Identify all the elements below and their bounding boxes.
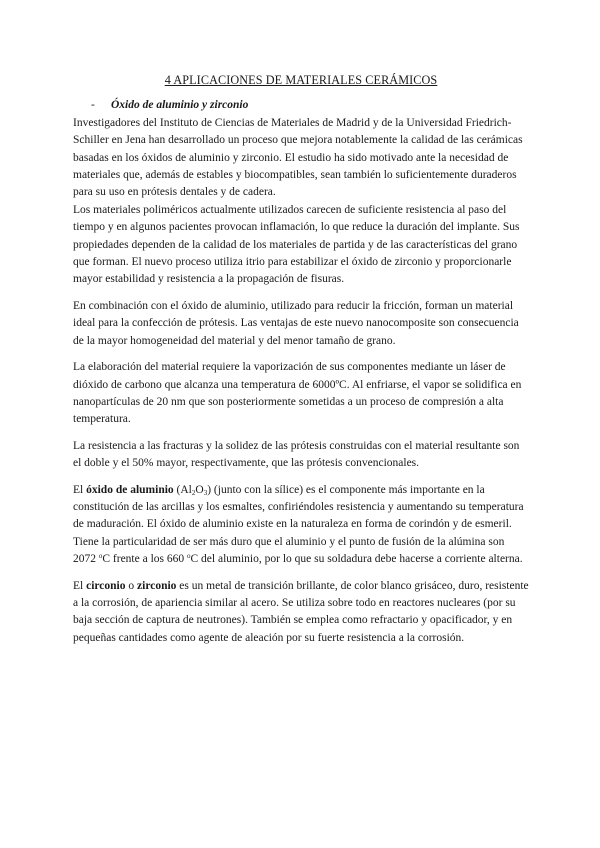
- subsection-heading: [73, 97, 529, 114]
- paragraph-4: La elaboración del material requiere la vaporización de sus componentes mediante un láser de dióxido de carbono que alcanza una temperatura de 6000ºC. Al enfriarse, el vapor se solidifica en nanopartículas de 20 nm que son posteriormente sometidas a un proceso de compresión a alta temperatura.: [73, 361, 522, 426]
- paragraph-5: La resistencia a las fracturas y la solidez de las prótesis construidas con el material resultante son el doble y el 50% mayor, respectivamente, que las prótesis convencionales.: [73, 439, 520, 470]
- p6-formula-sub-3: 3: [203, 488, 208, 497]
- p6-formula-o: O: [195, 483, 204, 496]
- p6-text-2: C frente a los 660: [102, 553, 188, 566]
- paragraph-1: Investigadores del Instituto de Ciencias de Materiales de Madrid y de la Universidad Friedrich-Schiller en Jena han desarrollado un proceso que mejora notablemente la calidad de las cerámicas basadas en los óxidos de aluminio y zirconio. El estudio ha sido motivado ante la necesidad de materiales que, además de estables y biocompatibles, sean también lo suficientemente duraderos para su uso en prótesis dentales y de cadera.: [73, 116, 523, 199]
- p7-term-zirconio: zirconio: [137, 579, 177, 592]
- p7-term-circonio: circonio: [86, 579, 126, 592]
- p6-formula-sub-2: 2: [191, 488, 196, 497]
- p6-degree-1: o: [98, 552, 103, 561]
- paragraph-2: Los materiales poliméricos actualmente utilizados carecen de suficiente resistencia al paso del tiempo y en algunos pacientes provocan inflamación, lo que reduce la duración del implante. Sus propiedades dependen de la calidad de los materiales de partida y de las características del grano que forman. El nuevo proceso utiliza itrio para estabilizar el óxido de zirconio y proporcionarle mayor estabilidad y resistencia a la propagación de fisuras.: [73, 203, 520, 286]
- p6-degree-2: o: [187, 552, 191, 561]
- paragraph-3: En combinación con el óxido de aluminio, utilizado para reducir la fricción, forman un material ideal para la confección de prótesis. Las ventajas de este nuevo nanocomposite son consecuencia de la mayor homogeneidad del material y del menor tamaño de grano.: [73, 299, 519, 347]
- bullet-dash: -: [91, 99, 95, 112]
- p6-text-1: (junto con la sílice) es el componente más importante en la constitución de las arcillas y los esmaltes, confiriéndoles resistencia y aumentando su temperatura de maduración. El óxido de aluminio existe en la naturaleza en forma de corindón y de esmeril. Tiene la particularidad de ser más duro que el aluminio y el punto de fusión de la alúmina son 2072: [73, 483, 524, 566]
- p6-formula-open: (Al: [173, 483, 192, 496]
- p6-pre: El: [73, 483, 87, 496]
- document-page: [73, 72, 529, 656]
- p7-text: es un metal de transición brillante, de color blanco grisáceo, duro, resistente a la corrosión, de apariencia similar al acero. Se utiliza sobre todo en reactores nucleares (por su baja sección de captura de neutrones). También se emplea como refractario y opacificador, y en pequeñas cantidades como agente de aleación por su fuerte resistencia a la corrosión.: [73, 579, 529, 644]
- section-title: 4 APLICACIONES DE MATERIALES CERÁMICOS: [164, 73, 438, 87]
- subsection-heading-text: Óxido de aluminio y zirconio: [111, 99, 249, 112]
- p7-pre: El: [73, 579, 87, 592]
- paragraph-7: [73, 578, 529, 648]
- p6-term-oxido-aluminio: óxido de aluminio: [86, 483, 174, 496]
- p6-text-3: C del aluminio, por lo que su soldadura debe hacerse a corriente alterna.: [190, 553, 523, 566]
- p7-mid: o: [125, 579, 138, 592]
- p6-formula-close: ): [207, 483, 212, 496]
- paragraph-6: [73, 482, 529, 569]
